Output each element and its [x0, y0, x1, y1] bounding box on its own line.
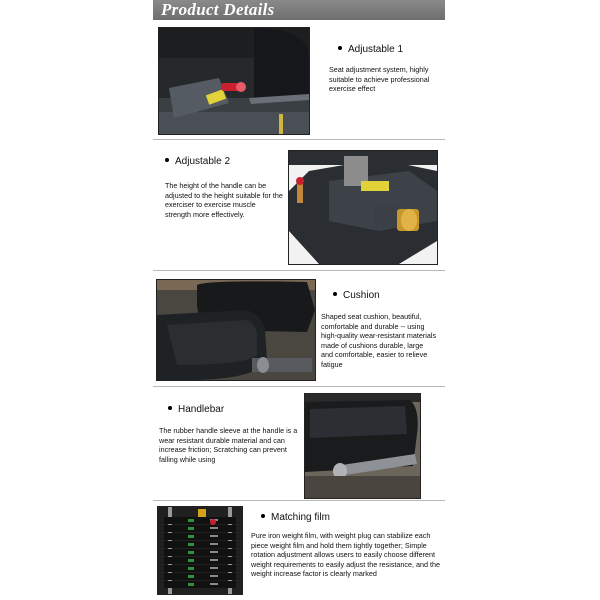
- feature-description-matching-film: Pure iron weight film, with weight plug can stabilize each piece weight film and hold them tightly together; Simple rotation adjustment allows users to easily choose different weight requirements to easily adjust the resistance, and the weight increase factor is clearly marked: [251, 531, 440, 578]
- feature-description-cushion: Shaped seat cushion, beautiful, comfortable and durable -- using high-quality wear-resistant materials made of cushions durable, large and comfortable, easier to relieve fatigue: [321, 312, 437, 369]
- seat-cushion-photo: [156, 279, 316, 381]
- handlebar-photo: [304, 393, 421, 499]
- feature-description-adjustable-2: The height of the handle can be adjusted to the height suitable for the exerciser to exercise muscle strength more effectively.: [165, 181, 283, 219]
- bullet-icon: [165, 158, 169, 162]
- handle-adjustment-photo: [288, 150, 438, 265]
- feature-title-matching-film: Matching film: [261, 512, 330, 523]
- header-banner: [153, 0, 445, 20]
- bullet-icon: [338, 46, 342, 50]
- section-divider: [153, 386, 445, 387]
- bullet-icon: [333, 292, 337, 296]
- feature-title-adjustable-2: Adjustable 2: [165, 156, 230, 167]
- feature-description-adjustable-1: Seat adjustment system, highly suitable to achieve professional exercise effect: [329, 65, 430, 93]
- feature-description-handlebar: The rubber handle sleeve at the handle is a wear resistant durable material and can increase friction; Scratching can prevent falling while using: [159, 426, 298, 464]
- section-divider: [153, 500, 445, 501]
- feature-title-handlebar: Handlebar: [168, 404, 224, 415]
- bullet-icon: [261, 514, 265, 518]
- section-divider: [153, 139, 445, 140]
- section-divider: [153, 270, 445, 271]
- bullet-icon: [168, 406, 172, 410]
- feature-title-adjustable-1: Adjustable 1: [338, 44, 403, 55]
- weight-stack-photo: [157, 506, 243, 595]
- seat-adjustment-photo: [158, 27, 310, 135]
- page-title: Product Details: [161, 0, 275, 19]
- feature-title-cushion: Cushion: [333, 290, 380, 301]
